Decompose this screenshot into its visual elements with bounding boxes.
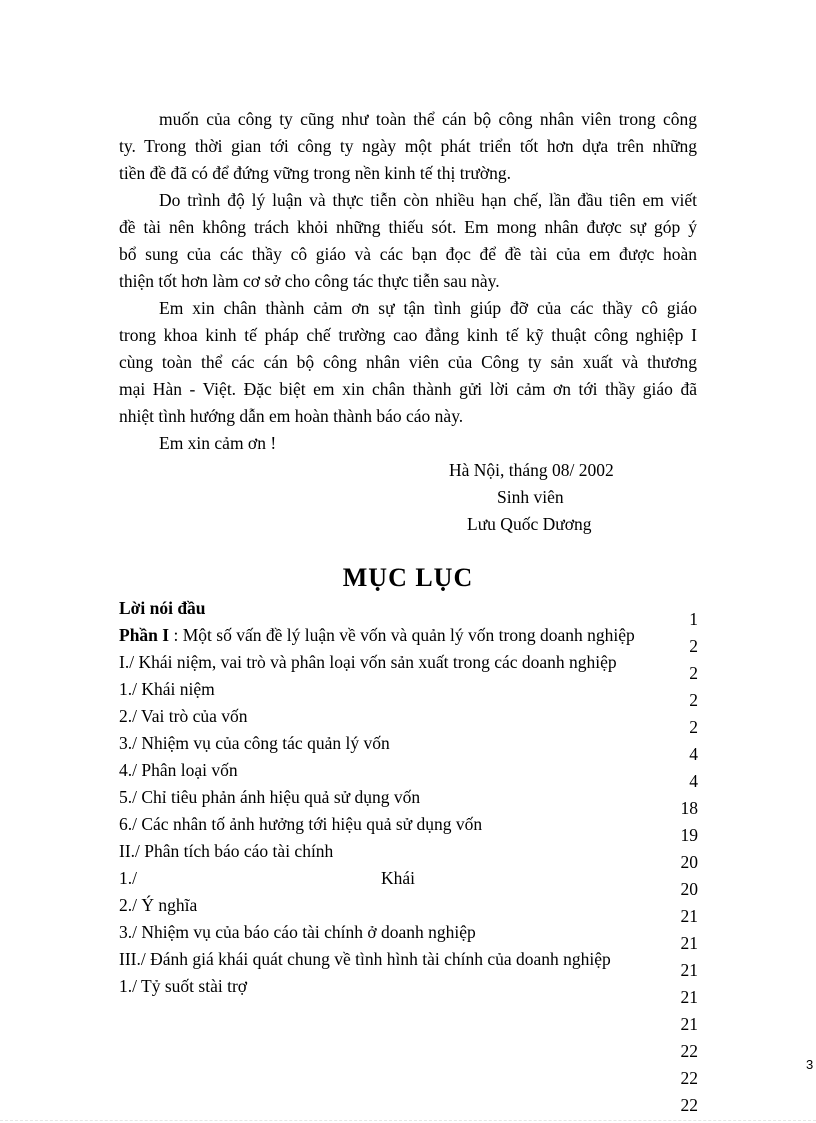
toc-page-number: 20 bbox=[680, 879, 698, 899]
toc-page-number: 21 bbox=[680, 933, 698, 953]
page-number: 3 bbox=[806, 1057, 814, 1072]
toc-page-number: 19 bbox=[680, 825, 698, 845]
toc-page-number: 21 bbox=[680, 960, 698, 980]
toc-page-number: 22 bbox=[680, 1068, 698, 1088]
paragraph-line: tiền đề đã có để đứng vững trong nền kinh tế thị trường. bbox=[119, 163, 512, 183]
paragraph-line: nhiệt tình hướng dẫn em hoàn thành báo cáo này. bbox=[119, 406, 464, 426]
toc-title: MỤC LỤC bbox=[342, 563, 474, 592]
toc-page-number: 21 bbox=[680, 906, 698, 926]
paragraph-line: Em xin chân thành cảm ơn sự tận tình giúp đỡ của các thầy cô giáo bbox=[159, 298, 697, 318]
thanks-line: Em xin cảm ơn ! bbox=[159, 433, 277, 453]
toc-item-label: 5./ Chỉ tiêu phản ánh hiệu quả sử dụng vốn bbox=[119, 787, 421, 807]
paragraph-line: mại Hàn - Việt. Đặc biệt em xin chân thành gửi lời cảm ơn tới thầy giáo đã bbox=[119, 379, 697, 399]
paragraph-line: đề tài nên không trách khỏi những thiếu sót. Em mong nhân được sự góp ý bbox=[119, 217, 697, 237]
toc-item bbox=[119, 622, 660, 649]
toc-page-number: 2 bbox=[689, 690, 698, 710]
toc-page-number: 18 bbox=[680, 798, 698, 818]
signature-place-date: Hà Nội, tháng 08/ 2002 bbox=[449, 460, 614, 480]
signature-name: Lưu Quốc Dương bbox=[467, 514, 592, 534]
paragraph-line: thiện tốt hơn làm cơ sở cho công tác thực tiễn sau này. bbox=[119, 271, 500, 291]
toc-item bbox=[119, 595, 206, 622]
toc-item-label: I./ Khái niệm, vai trò và phân loại vốn sản xuất trong các doanh nghiệp bbox=[119, 652, 617, 672]
paragraph-line: bổ sung của các thầy cô giáo và các bạn đọc để đề tài của em được hoàn bbox=[119, 244, 697, 264]
toc-page-number: 4 bbox=[689, 771, 698, 791]
toc-page-number: 21 bbox=[680, 1014, 698, 1034]
toc-page-number: 2 bbox=[689, 636, 698, 656]
toc-item-label: 1./ bbox=[119, 868, 137, 888]
toc-item-label: 6./ Các nhân tố ảnh hưởng tới hiệu quả sử dụng vốn bbox=[119, 814, 483, 834]
signature-role: Sinh viên bbox=[497, 487, 564, 507]
toc-page-number: 1 bbox=[689, 609, 698, 629]
toc-page-number: 22 bbox=[680, 1041, 698, 1061]
toc-item-label: 3./ Nhiệm vụ của công tác quản lý vốn bbox=[119, 733, 390, 753]
toc-page-number: 21 bbox=[680, 987, 698, 1007]
toc-item-prefix: Phần I bbox=[119, 625, 170, 645]
toc-item bbox=[119, 649, 660, 676]
paragraph-line: cùng toàn thể các cán bộ công nhân viên của Công ty sản xuất và thương bbox=[119, 352, 697, 372]
toc-item-label: Lời nói đầu bbox=[119, 598, 206, 618]
toc-page-number: 22 bbox=[680, 1095, 698, 1115]
toc-item-label: 2./ Ý nghĩa bbox=[119, 895, 198, 915]
paragraph-line: trong khoa kinh tế pháp chế trường cao đẳng kinh tế kỹ thuật công nghiệp I bbox=[119, 325, 697, 345]
paragraph-2 bbox=[119, 187, 697, 295]
toc-page-number: 4 bbox=[689, 744, 698, 764]
toc-item-khai: Khái bbox=[381, 868, 416, 888]
toc-item-label: 1./ Khái niệm bbox=[119, 679, 215, 699]
toc-item-label: 3./ Nhiệm vụ của báo cáo tài chính ở doanh nghiệp bbox=[119, 922, 476, 942]
toc-item-label: 2./ Vai trò của vốn bbox=[119, 706, 248, 726]
paragraph-1 bbox=[119, 106, 697, 187]
paragraph-line: muốn của công ty cũng như toàn thể cán bộ công nhân viên trong công bbox=[159, 109, 697, 129]
paragraph-line: Do trình độ lý luận và thực tiễn còn nhiều hạn chế, lần đầu tiên em viết bbox=[159, 190, 697, 210]
toc-item-label: : Một số vấn đề lý luận về vốn và quản lý vốn trong doanh nghiệp bbox=[169, 625, 635, 645]
toc-page-number: 20 bbox=[680, 852, 698, 872]
paragraph-line: ty. Trong thời gian tới công ty ngày một phát triển tốt hơn dựa trên những bbox=[119, 136, 697, 156]
paragraph-3 bbox=[119, 295, 697, 430]
toc-item-label: 4./ Phân loại vốn bbox=[119, 760, 238, 780]
toc-item-label: 1./ Tỷ suốt stài trợ bbox=[119, 976, 248, 996]
toc-item-label: II./ Phân tích báo cáo tài chính bbox=[119, 841, 334, 861]
toc-item-label: III./ Đánh giá khái quát chung về tình hình tài chính của doanh nghiệp bbox=[119, 949, 611, 969]
toc-page-number: 2 bbox=[689, 717, 698, 737]
toc-page-number: 2 bbox=[689, 663, 698, 683]
